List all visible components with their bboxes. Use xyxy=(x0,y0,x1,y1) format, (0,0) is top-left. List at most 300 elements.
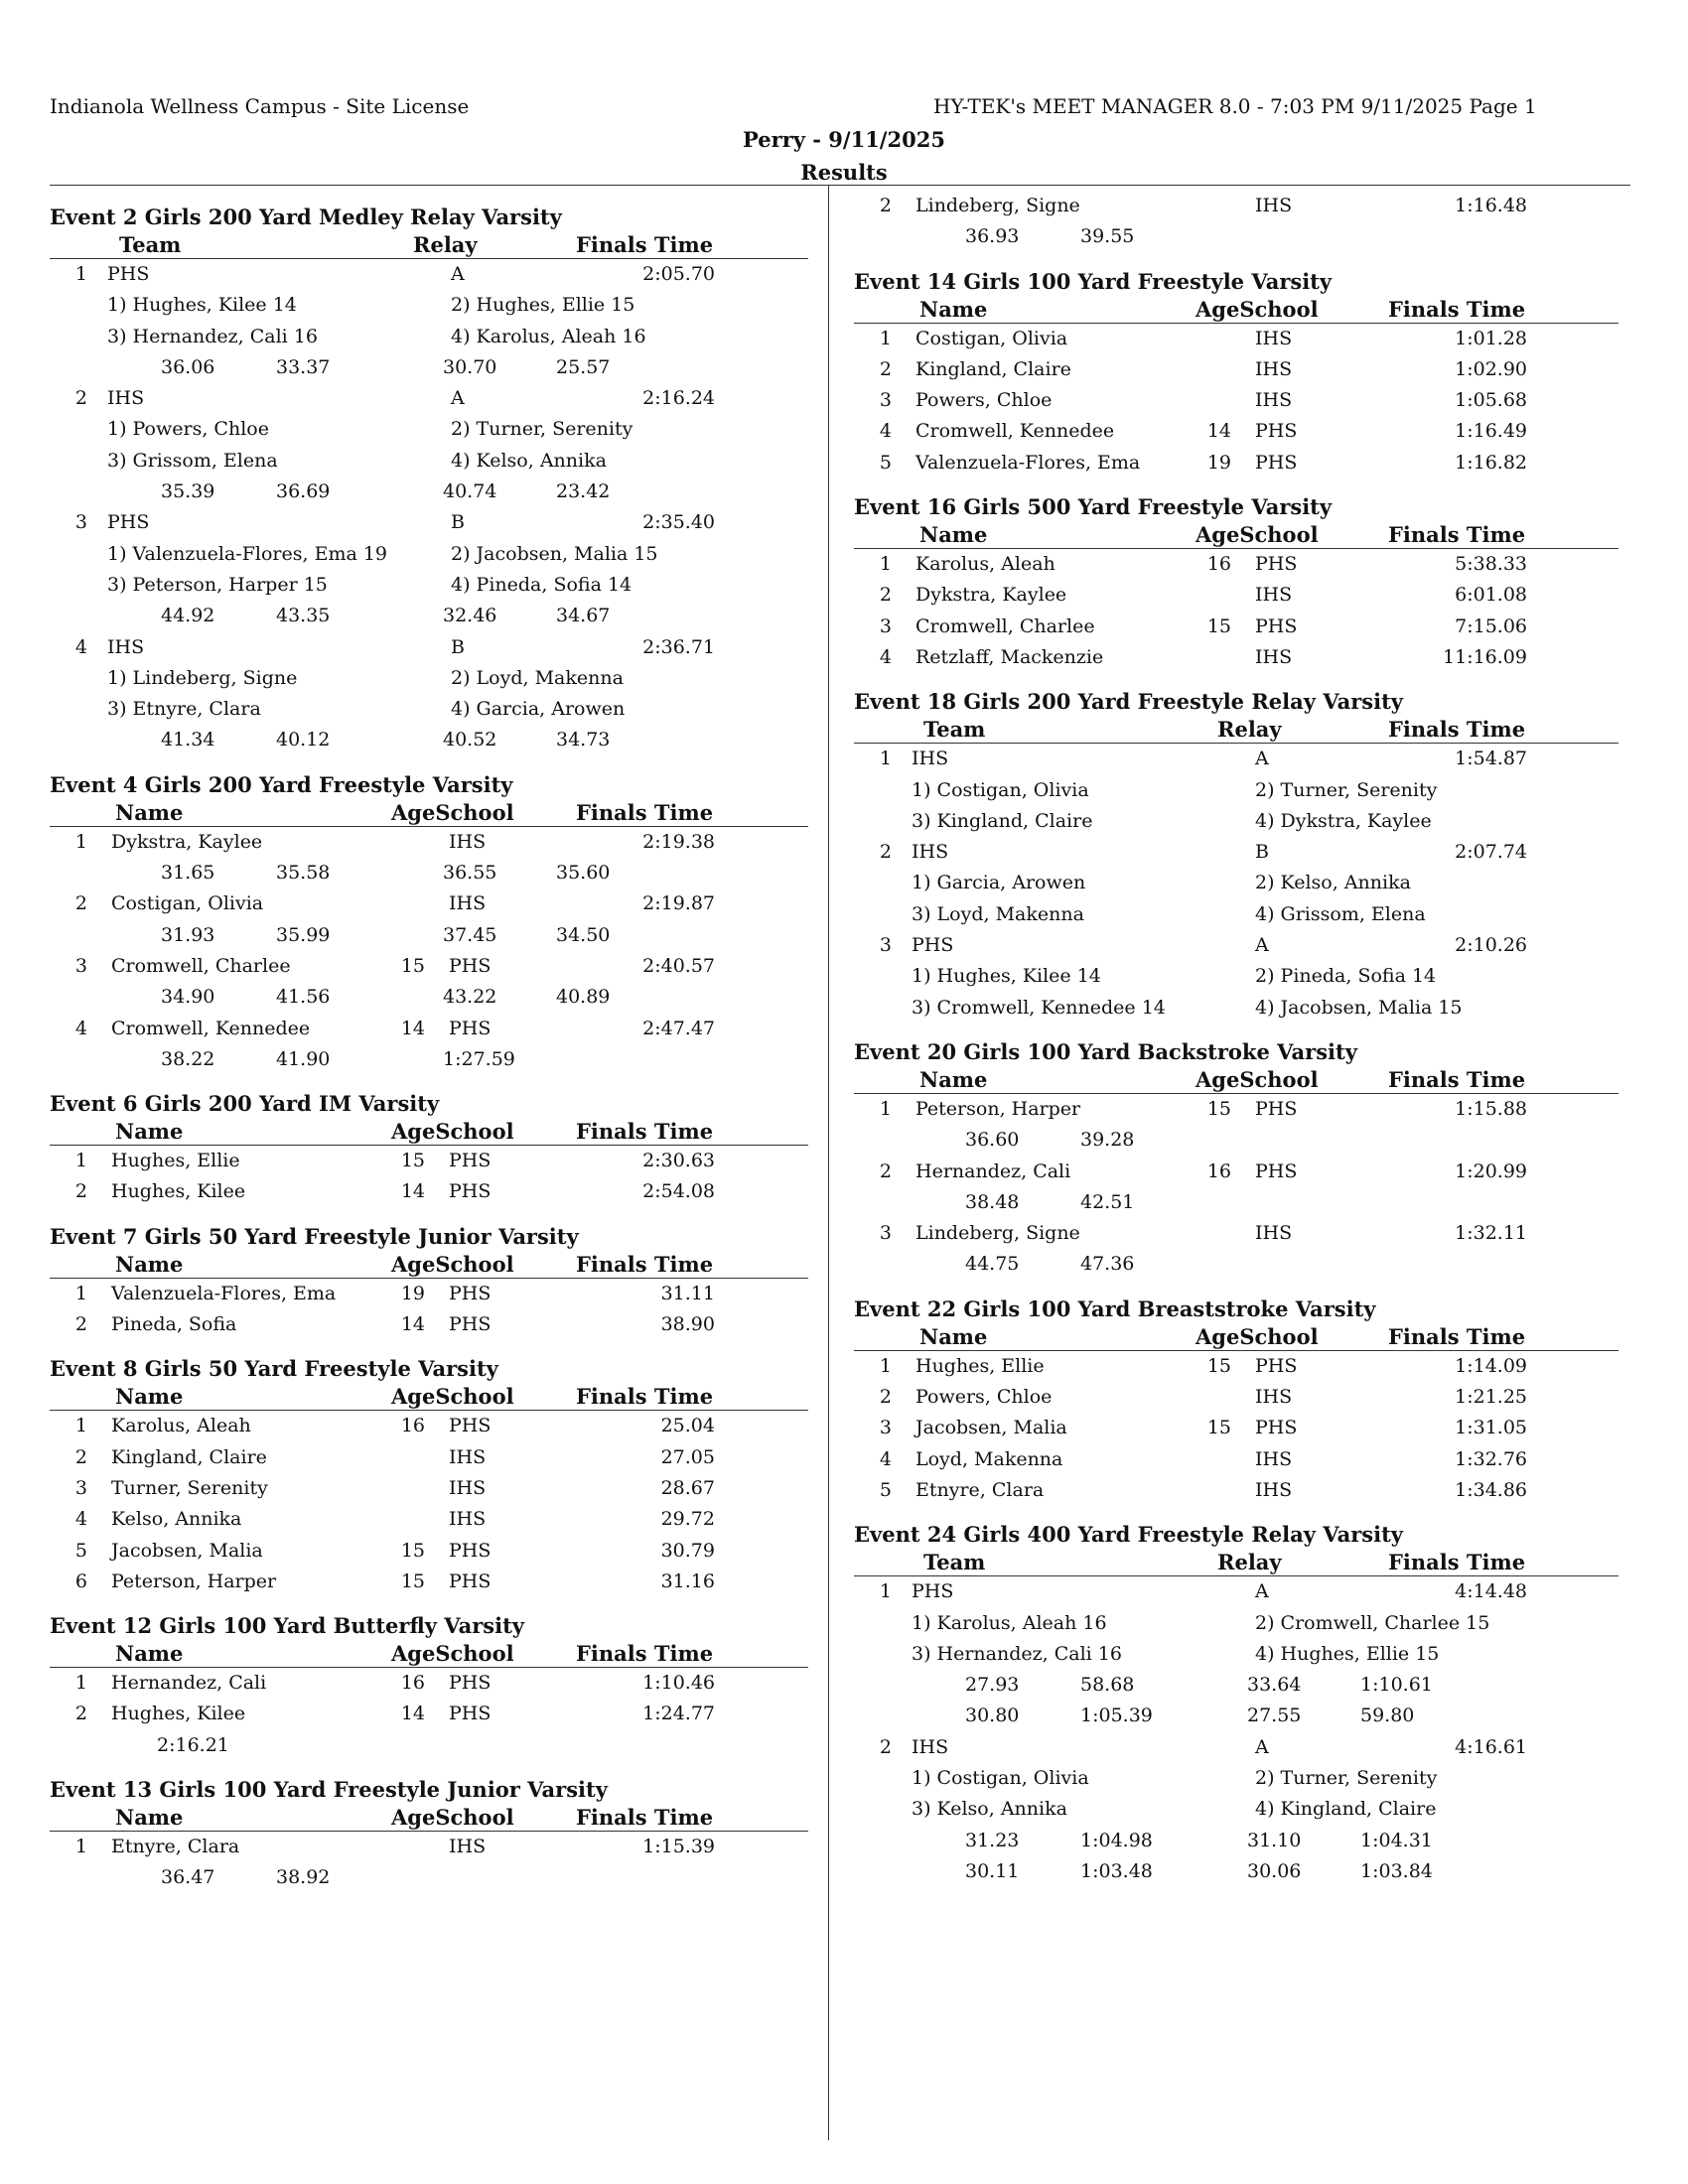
event-block xyxy=(854,1037,1618,1281)
header-finals-time: Finals Time xyxy=(576,1804,714,1830)
swimmer-age: 15 xyxy=(400,1539,425,1562)
split-row xyxy=(854,1701,1618,1731)
swimmer-name: Kelso, Annika xyxy=(111,1508,242,1531)
place-number: 1 xyxy=(879,553,892,576)
relay-row xyxy=(854,744,1618,774)
finals-time: 2:19.38 xyxy=(642,830,715,853)
finals-time: 2:40.57 xyxy=(642,954,715,977)
school: IHS xyxy=(449,1476,487,1499)
place-number: 4 xyxy=(74,635,87,658)
swimmer-name: Jacobsen, Malia xyxy=(915,1417,1067,1439)
school: IHS xyxy=(1255,1447,1293,1470)
place-number: 5 xyxy=(879,451,892,474)
event-block xyxy=(50,203,808,756)
relay-row xyxy=(854,930,1618,961)
school: IHS xyxy=(1255,195,1293,216)
place-number: 5 xyxy=(879,1478,892,1501)
relay-row xyxy=(50,632,808,663)
swimmer-age: 15 xyxy=(400,1150,425,1172)
relay-row xyxy=(854,1732,1618,1763)
header-name: Name xyxy=(919,1066,988,1092)
result-row xyxy=(854,354,1618,385)
header-finals-time: Finals Time xyxy=(576,799,714,825)
header-name: Name xyxy=(919,1323,988,1349)
split-time: 39.55 xyxy=(1080,225,1135,248)
place-number: 4 xyxy=(74,1508,87,1531)
place-number: 2 xyxy=(879,841,892,864)
header-finals-time: Finals Time xyxy=(1388,1066,1526,1092)
place-number: 2 xyxy=(74,387,87,410)
place-number: 2 xyxy=(879,195,892,216)
event-block xyxy=(50,770,808,1075)
finals-time: 25.04 xyxy=(660,1415,715,1437)
finals-time: 1:32.11 xyxy=(1455,1222,1527,1245)
header-left: Indianola Wellness Campus - Site License xyxy=(50,94,470,118)
relay-swimmer: 1) Powers, Chloe xyxy=(107,418,269,441)
header-name: Name xyxy=(115,1384,184,1410)
split-time: 1:03.84 xyxy=(1360,1859,1433,1882)
header-team: Team xyxy=(923,717,986,743)
relay-swimmer: 4) Jacobsen, Malia 15 xyxy=(1255,996,1463,1019)
header-finals-time: Finals Time xyxy=(576,1384,714,1410)
event-title: Event 6 Girls 200 Yard IM Varsity xyxy=(50,1091,440,1117)
result-row xyxy=(854,1413,1618,1443)
place-number: 4 xyxy=(879,645,892,668)
team-name: IHS xyxy=(912,748,949,770)
result-row xyxy=(854,1351,1618,1382)
place-number: 2 xyxy=(74,1180,87,1203)
relay-swimmer: 1) Valenzuela-Flores, Ema 19 xyxy=(107,542,388,565)
relay-swimmer-row xyxy=(854,1763,1618,1794)
header-finals-time: Finals Time xyxy=(1388,717,1526,743)
split-time: 1:05.39 xyxy=(1080,1705,1153,1727)
header-finals-time: Finals Time xyxy=(1388,1323,1526,1349)
swimmer-age: 15 xyxy=(1206,1354,1231,1377)
event-title: Event 24 Girls 400 Yard Freestyle Relay Varsity xyxy=(854,1522,1403,1548)
header-name: Name xyxy=(115,1251,184,1277)
relay-swimmer: 3) Hernandez, Cali 16 xyxy=(912,1642,1122,1665)
split-time: 34.90 xyxy=(161,986,215,1009)
relay-row xyxy=(50,259,808,290)
finals-time: 1:21.25 xyxy=(1455,1386,1527,1409)
column-header xyxy=(50,1805,808,1832)
split-time: 27.93 xyxy=(965,1674,1020,1697)
swimmer-age: 16 xyxy=(400,1672,425,1695)
result-row xyxy=(50,1014,808,1044)
finals-time: 7:15.06 xyxy=(1455,614,1527,637)
swimmer-age: 15 xyxy=(400,954,425,977)
left-column xyxy=(50,189,808,1894)
relay-letter: A xyxy=(1255,934,1269,957)
school: PHS xyxy=(1255,553,1298,576)
swimmer-age: 16 xyxy=(1206,553,1231,576)
split-time: 37.45 xyxy=(443,923,497,946)
split-time: 43.22 xyxy=(443,986,497,1009)
finals-time: 2:35.40 xyxy=(642,511,715,534)
school: IHS xyxy=(1255,584,1293,607)
swimmer-age: 15 xyxy=(1206,1097,1231,1120)
swimmer-name: Cromwell, Kennedee xyxy=(915,420,1115,443)
header-relay: Relay xyxy=(1217,1550,1282,1575)
split-time: 30.70 xyxy=(443,355,497,378)
relay-swimmer-row xyxy=(50,663,808,694)
header-team: Team xyxy=(923,1550,986,1575)
swimmer-age: 14 xyxy=(400,1313,425,1336)
split-time: 23.42 xyxy=(556,480,611,503)
relay-swimmer: 1) Lindeberg, Signe xyxy=(107,666,298,689)
swimmer-age: 15 xyxy=(1206,614,1231,637)
relay-letter: B xyxy=(451,511,465,534)
swimmer-name: Karolus, Aleah xyxy=(111,1415,251,1437)
event-title: Event 22 Girls 100 Yard Breaststroke Varsity xyxy=(854,1296,1376,1321)
swimmer-age: 19 xyxy=(400,1282,425,1304)
relay-swimmer: 3) Loyd, Makenna xyxy=(912,902,1084,925)
place-number: 4 xyxy=(74,1017,87,1039)
split-time: 1:04.31 xyxy=(1360,1829,1433,1851)
relay-row xyxy=(50,383,808,414)
result-row xyxy=(854,642,1618,673)
header-age-school: AgeSchool xyxy=(1196,522,1319,548)
event-block xyxy=(854,1295,1618,1506)
relay-swimmer-row xyxy=(854,961,1618,992)
swimmer-name: Hughes, Kilee xyxy=(111,1180,246,1203)
continued-results xyxy=(854,191,1618,253)
relay-letter: A xyxy=(1255,748,1269,770)
split-row xyxy=(50,1044,808,1075)
relay-swimmer: 4) Hughes, Ellie 15 xyxy=(1255,1642,1440,1665)
result-row xyxy=(50,1473,808,1504)
split-row xyxy=(854,1125,1618,1156)
relay-swimmer: 4) Grissom, Elena xyxy=(1255,902,1426,925)
finals-time: 1:15.39 xyxy=(642,1835,715,1857)
split-row xyxy=(854,1856,1618,1887)
header-name: Name xyxy=(115,1641,184,1667)
split-time: 33.64 xyxy=(1247,1674,1302,1697)
split-row xyxy=(854,1670,1618,1701)
relay-swimmer: 2) Kelso, Annika xyxy=(1255,872,1411,894)
finals-time: 2:47.47 xyxy=(642,1017,715,1039)
finals-time: 1:32.76 xyxy=(1455,1447,1527,1470)
finals-time: 1:15.88 xyxy=(1455,1097,1527,1120)
school: IHS xyxy=(1255,1386,1293,1409)
team-name: IHS xyxy=(107,387,145,410)
split-time: 30.80 xyxy=(965,1705,1020,1727)
split-row xyxy=(50,982,808,1013)
school: IHS xyxy=(449,892,487,915)
place-number: 1 xyxy=(74,1415,87,1437)
finals-time: 2:05.70 xyxy=(642,263,715,285)
event-block xyxy=(50,1222,808,1341)
team-name: PHS xyxy=(912,934,954,957)
split-time: 35.39 xyxy=(161,480,215,503)
school: IHS xyxy=(1255,645,1293,668)
event-title: Event 4 Girls 200 Yard Freestyle Varsity xyxy=(50,771,513,797)
result-row xyxy=(50,1411,808,1441)
header-finals-time: Finals Time xyxy=(1388,1550,1526,1575)
swimmer-name: Peterson, Harper xyxy=(915,1097,1081,1120)
school: PHS xyxy=(1255,1417,1298,1439)
event-title: Event 7 Girls 50 Yard Freestyle Junior Varsity xyxy=(50,1223,579,1249)
result-row xyxy=(854,324,1618,354)
relay-swimmer: 3) Kelso, Annika xyxy=(912,1798,1067,1821)
swimmer-age: 14 xyxy=(400,1180,425,1203)
column-header xyxy=(854,1324,1618,1351)
column-header xyxy=(50,1252,808,1279)
finals-time: 1:24.77 xyxy=(642,1703,715,1725)
place-number: 1 xyxy=(879,748,892,770)
relay-swimmer: 2) Loyd, Makenna xyxy=(451,666,624,689)
split-time: 39.28 xyxy=(1080,1129,1135,1152)
team-name: IHS xyxy=(912,841,949,864)
result-row xyxy=(854,385,1618,416)
finals-time: 1:01.28 xyxy=(1455,327,1527,349)
school: PHS xyxy=(449,1282,492,1304)
finals-time: 1:05.68 xyxy=(1455,389,1527,412)
header-age-school: AgeSchool xyxy=(391,799,514,825)
header-right: HY-TEK's MEET MANAGER 8.0 - 7:03 PM 9/11/2025 Page 1 xyxy=(933,94,1537,118)
split-time: 31.10 xyxy=(1247,1829,1302,1851)
header-finals-time: Finals Time xyxy=(576,232,714,257)
split-time: 31.23 xyxy=(965,1829,1020,1851)
place-number: 1 xyxy=(74,1150,87,1172)
team-name: PHS xyxy=(107,263,150,285)
relay-row xyxy=(854,1576,1618,1607)
relay-letter: B xyxy=(451,635,465,658)
relay-swimmer: 4) Kingland, Claire xyxy=(1255,1798,1437,1821)
finals-time: 4:14.48 xyxy=(1455,1580,1527,1603)
column-header xyxy=(50,1119,808,1146)
header-name: Name xyxy=(115,1119,184,1145)
split-time: 44.75 xyxy=(965,1253,1020,1276)
split-row xyxy=(854,1187,1618,1218)
result-row xyxy=(854,580,1618,611)
place-number: 1 xyxy=(74,263,87,285)
school: PHS xyxy=(449,1703,492,1725)
split-time: 36.60 xyxy=(965,1129,1020,1152)
split-time: 58.68 xyxy=(1080,1674,1135,1697)
finals-time: 11:16.09 xyxy=(1443,645,1527,668)
finals-time: 2:07.74 xyxy=(1455,841,1527,864)
place-number: 2 xyxy=(74,1445,87,1468)
relay-swimmer-row xyxy=(50,446,808,477)
finals-time: 1:31.05 xyxy=(1455,1417,1527,1439)
swimmer-name: Cromwell, Charlee xyxy=(111,954,291,977)
header-team: Team xyxy=(119,232,182,257)
place-number: 1 xyxy=(879,327,892,349)
relay-swimmer-row xyxy=(854,1639,1618,1670)
split-time: 32.46 xyxy=(443,605,497,627)
split-time: 44.92 xyxy=(161,605,215,627)
relay-swimmer-row xyxy=(50,694,808,725)
place-number: 2 xyxy=(879,1386,892,1409)
event-block xyxy=(50,1611,808,1761)
relay-swimmer: 4) Kelso, Annika xyxy=(451,449,607,472)
column-header xyxy=(854,1067,1618,1094)
split-time: 35.60 xyxy=(556,862,611,885)
school: PHS xyxy=(1255,1354,1298,1377)
swimmer-name: Hughes, Ellie xyxy=(915,1354,1045,1377)
column-header xyxy=(50,1641,808,1668)
header-age-school: AgeSchool xyxy=(391,1251,514,1277)
split-time: 40.74 xyxy=(443,480,497,503)
split-time: 41.90 xyxy=(276,1047,331,1070)
relay-swimmer-row xyxy=(50,570,808,601)
header-age-school: AgeSchool xyxy=(391,1119,514,1145)
relay-swimmer-row xyxy=(854,899,1618,930)
place-number: 2 xyxy=(74,1313,87,1336)
split-time: 36.47 xyxy=(161,1866,215,1889)
result-row xyxy=(50,1536,808,1567)
header-finals-time: Finals Time xyxy=(1388,296,1526,322)
finals-time: 38.90 xyxy=(660,1313,715,1336)
finals-time: 5:38.33 xyxy=(1455,553,1527,576)
relay-swimmer: 3) Grissom, Elena xyxy=(107,449,278,472)
split-row xyxy=(50,352,808,383)
relay-letter: A xyxy=(1255,1580,1269,1603)
result-row xyxy=(854,1157,1618,1187)
result-row xyxy=(854,1475,1618,1506)
swimmer-name: Etnyre, Clara xyxy=(111,1835,240,1857)
column-header xyxy=(50,232,808,259)
header-name: Name xyxy=(919,522,988,548)
split-time: 35.99 xyxy=(276,923,331,946)
header-age-school: AgeSchool xyxy=(391,1641,514,1667)
event-title: Event 14 Girls 100 Yard Freestyle Varsity xyxy=(854,268,1333,294)
split-time: 36.06 xyxy=(161,355,215,378)
header-age-school: AgeSchool xyxy=(391,1804,514,1830)
split-row xyxy=(50,725,808,755)
finals-time: 1:16.48 xyxy=(1455,195,1527,216)
relay-letter: A xyxy=(1255,1735,1269,1758)
header-relay: Relay xyxy=(1217,717,1282,743)
school: PHS xyxy=(1255,1160,1298,1182)
school: PHS xyxy=(449,1415,492,1437)
result-row xyxy=(50,1309,808,1340)
team-name: IHS xyxy=(107,635,145,658)
swimmer-name: Etnyre, Clara xyxy=(915,1478,1045,1501)
swimmer-name: Costigan, Olivia xyxy=(915,327,1068,349)
event-title: Event 16 Girls 500 Yard Freestyle Varsity xyxy=(854,494,1333,520)
result-row xyxy=(50,1832,808,1862)
swimmer-name: Peterson, Harper xyxy=(111,1570,277,1592)
swimmer-age: 14 xyxy=(400,1017,425,1039)
swimmer-name: Dykstra, Kaylee xyxy=(915,584,1067,607)
result-row xyxy=(50,1279,808,1309)
result-row xyxy=(50,1699,808,1729)
split-row xyxy=(50,477,808,507)
finals-time: 1:14.09 xyxy=(1455,1354,1527,1377)
split-time: 38.92 xyxy=(276,1866,331,1889)
finals-time: 1:20.99 xyxy=(1455,1160,1527,1182)
swimmer-age: 14 xyxy=(1206,420,1231,443)
split-time: 34.73 xyxy=(556,729,611,751)
event-block xyxy=(854,1520,1618,1887)
finals-time: 28.67 xyxy=(660,1476,715,1499)
place-number: 3 xyxy=(74,511,87,534)
result-row xyxy=(854,1444,1618,1475)
result-row xyxy=(854,549,1618,580)
column-header xyxy=(854,522,1618,549)
result-row xyxy=(50,1668,808,1699)
split-time: 30.06 xyxy=(1247,1859,1302,1882)
finals-time: 2:30.63 xyxy=(642,1150,715,1172)
result-row xyxy=(50,951,808,982)
school: PHS xyxy=(449,1570,492,1592)
split-time: 30.11 xyxy=(965,1859,1020,1882)
finals-time: 31.16 xyxy=(660,1570,715,1592)
split-time: 31.65 xyxy=(161,862,215,885)
finals-time: 1:54.87 xyxy=(1455,748,1527,770)
team-name: IHS xyxy=(912,1735,949,1758)
place-number: 5 xyxy=(74,1539,87,1562)
swimmer-name: Jacobsen, Malia xyxy=(111,1539,263,1562)
finals-time: 2:16.24 xyxy=(642,387,715,410)
split-time: 31.93 xyxy=(161,923,215,946)
swimmer-name: Retzlaff, Mackenzie xyxy=(915,645,1104,668)
result-row xyxy=(854,191,1618,221)
place-number: 3 xyxy=(879,1417,892,1439)
relay-row xyxy=(854,837,1618,868)
relay-swimmer: 3) Etnyre, Clara xyxy=(107,698,261,721)
school: IHS xyxy=(1255,327,1293,349)
result-row xyxy=(50,888,808,919)
finals-time: 2:36.71 xyxy=(642,635,715,658)
swimmer-name: Pineda, Sofia xyxy=(111,1313,237,1336)
split-row xyxy=(50,601,808,631)
swimmer-name: Hughes, Ellie xyxy=(111,1150,240,1172)
place-number: 2 xyxy=(879,584,892,607)
relay-swimmer: 2) Cromwell, Charlee 15 xyxy=(1255,1611,1490,1634)
result-row xyxy=(50,1504,808,1535)
swimmer-name: Valenzuela-Flores, Ema xyxy=(915,451,1141,474)
relay-swimmer-row xyxy=(854,806,1618,837)
split-time: 34.50 xyxy=(556,923,611,946)
relay-swimmer: 1) Hughes, Kilee 14 xyxy=(912,965,1101,988)
relay-swimmer: 1) Costigan, Olivia xyxy=(912,1766,1089,1789)
place-number: 3 xyxy=(879,1222,892,1245)
relay-swimmer-row xyxy=(854,993,1618,1024)
relay-swimmer: 3) Peterson, Harper 15 xyxy=(107,573,328,596)
swimmer-name: Cromwell, Kennedee xyxy=(111,1017,311,1039)
split-row xyxy=(50,1730,808,1761)
header-name: Name xyxy=(919,296,988,322)
header-age-school: AgeSchool xyxy=(391,1384,514,1410)
school: PHS xyxy=(449,1672,492,1695)
split-time: 1:04.98 xyxy=(1080,1829,1153,1851)
finals-time: 1:02.90 xyxy=(1455,357,1527,380)
swimmer-name: Hernandez, Cali xyxy=(915,1160,1071,1182)
split-time: 38.48 xyxy=(965,1190,1020,1213)
split-time: 47.36 xyxy=(1080,1253,1135,1276)
finals-time: 1:16.49 xyxy=(1455,420,1527,443)
relay-swimmer: 4) Karolus, Aleah 16 xyxy=(451,325,646,347)
school: PHS xyxy=(1255,451,1298,474)
relay-swimmer: 2) Turner, Serenity xyxy=(1255,778,1438,801)
relay-swimmer-row xyxy=(854,868,1618,898)
swimmer-name: Kingland, Claire xyxy=(111,1445,267,1468)
relay-swimmer: 2) Turner, Serenity xyxy=(451,418,633,441)
right-column xyxy=(854,189,1618,1887)
split-time: 59.80 xyxy=(1360,1705,1415,1727)
header-relay: Relay xyxy=(413,232,478,257)
header-finals-time: Finals Time xyxy=(576,1251,714,1277)
place-number: 2 xyxy=(879,1735,892,1758)
swimmer-age: 14 xyxy=(400,1703,425,1725)
header-age-school: AgeSchool xyxy=(1196,1066,1319,1092)
swimmer-name: Costigan, Olivia xyxy=(111,892,264,915)
finals-time: 29.72 xyxy=(660,1508,715,1531)
header-name: Name xyxy=(115,799,184,825)
